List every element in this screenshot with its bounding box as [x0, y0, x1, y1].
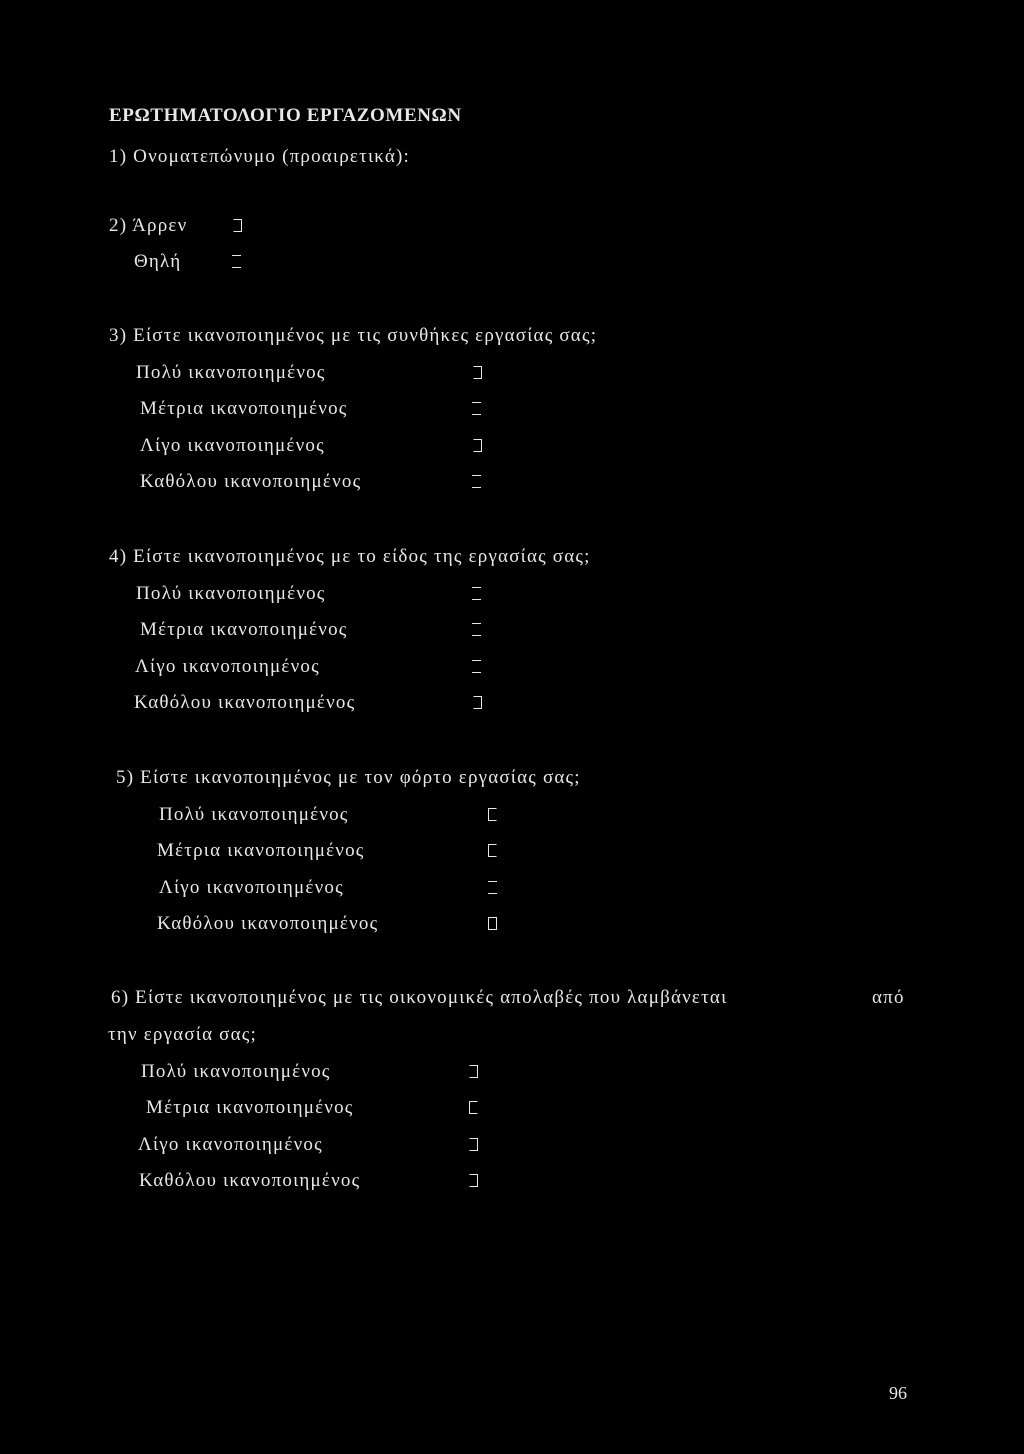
q4-checkbox-little[interactable]: [472, 660, 481, 673]
question-2-female-label: Θηλή: [134, 251, 182, 272]
page-number: 96: [889, 1383, 907, 1403]
q4-checkbox-very[interactable]: [472, 587, 481, 600]
q3-checkbox-very[interactable]: [473, 366, 482, 379]
q4-option-label: Λίγο ικανοποιημένος: [135, 656, 320, 677]
q3-checkbox-little[interactable]: [473, 439, 482, 452]
q3-checkbox-none[interactable]: [472, 475, 481, 488]
question-2-male-label: 2) Άρρεν: [109, 215, 188, 236]
q3-option-label: Μέτρια ικανοποιημένος: [140, 398, 348, 419]
q5-checkbox-little[interactable]: [488, 881, 497, 894]
checkbox-female[interactable]: [232, 255, 241, 268]
q5-option-label: Λίγο ικανοποιημένος: [159, 877, 344, 898]
q3-option-label: Πολύ ικανοποιημένος: [136, 362, 326, 383]
q6-option-label: Μέτρια ικανοποιημένος: [146, 1097, 354, 1118]
q4-option-label: Μέτρια ικανοποιημένος: [140, 619, 348, 640]
q5-checkbox-moderate[interactable]: [488, 844, 497, 857]
q4-option-label: Πολύ ικανοποιημένος: [136, 583, 326, 604]
question-5: 5) Είστε ικανοποιημένος με τον φόρτο εργασίας σας;: [116, 767, 581, 788]
q6-checkbox-moderate[interactable]: [469, 1101, 478, 1114]
question-4: 4) Είστε ικανοποιημένος με το είδος της εργασίας σας;: [109, 546, 591, 567]
q5-checkbox-very[interactable]: [488, 808, 497, 821]
q6-option-label: Λίγο ικανοποιημένος: [138, 1134, 323, 1155]
question-6-line2: την εργασία σας;: [108, 1024, 257, 1045]
q5-option-label: Μέτρια ικανοποιημένος: [157, 840, 365, 861]
question-1: 1) Ονοματεπώνυμο (προαιρετικά):: [109, 146, 411, 167]
q4-checkbox-none[interactable]: [473, 696, 482, 709]
q6-checkbox-very[interactable]: [469, 1065, 478, 1078]
q3-checkbox-moderate[interactable]: [472, 402, 481, 415]
q5-option-label: Πολύ ικανοποιημένος: [159, 804, 349, 825]
q4-checkbox-moderate[interactable]: [472, 623, 481, 636]
checkbox-male[interactable]: [233, 219, 242, 232]
q5-option-label: Καθόλου ικανοποιημένος: [157, 913, 379, 934]
q5-checkbox-none[interactable]: [488, 917, 497, 930]
q6-checkbox-none[interactable]: [469, 1174, 478, 1187]
q3-option-label: Λίγο ικανοποιημένος: [140, 435, 325, 456]
q6-option-label: Πολύ ικανοποιημένος: [141, 1061, 331, 1082]
q3-option-label: Καθόλου ικανοποιημένος: [140, 471, 362, 492]
q6-checkbox-little[interactable]: [469, 1138, 478, 1151]
q4-option-label: Καθόλου ικανοποιημένος: [134, 692, 356, 713]
question-6-line1: 6) Είστε ικανοποιημένος με τις οικονομικές απολαβές που λαμβάνεται: [111, 987, 728, 1008]
question-6-word: από: [872, 987, 905, 1008]
q6-option-label: Καθόλου ικανοποιημένος: [139, 1170, 361, 1191]
question-3: 3) Είστε ικανοποιημένος με τις συνθήκες εργασίας σας;: [109, 325, 598, 346]
page-title: ΕΡΩΤΗΜΑΤΟΛΟΓΙΟ ΕΡΓΑΖΟΜΕΝΩΝ: [109, 105, 462, 126]
